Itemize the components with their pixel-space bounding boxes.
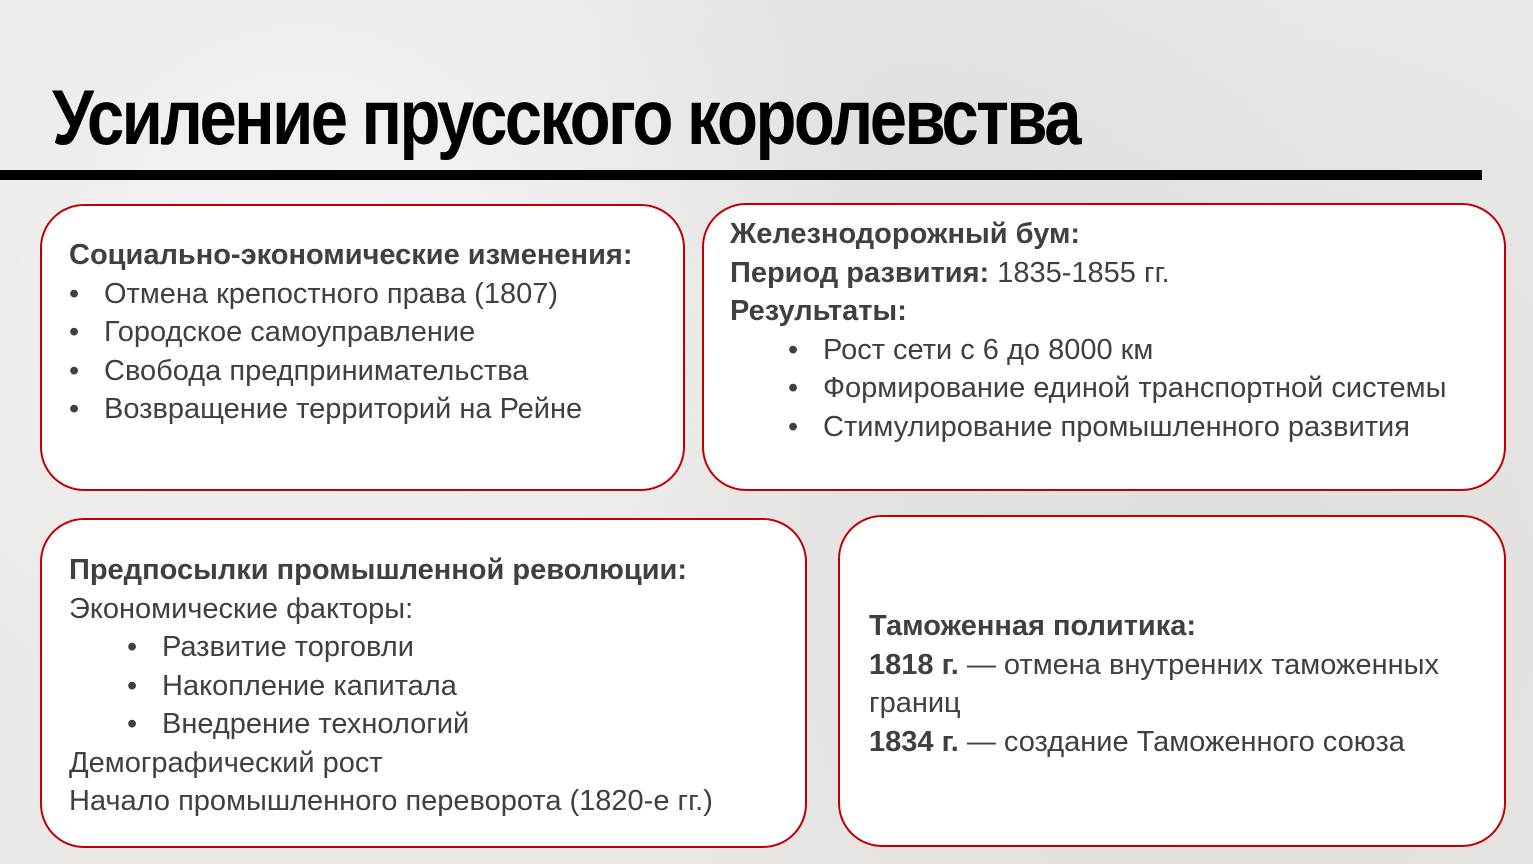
period-line (730, 254, 1500, 293)
list-item: • Возвращение территорий на Рейне (69, 390, 669, 429)
list-item: • Развитие торговли (127, 628, 799, 667)
economic-factors-label: Экономические факторы: (69, 592, 414, 625)
list-item: • Рост сети с 6 до 8000 км (788, 331, 1500, 370)
title-underline (0, 170, 1482, 180)
railway-boom-card (702, 203, 1506, 491)
results-label: Результаты: (730, 295, 907, 327)
bullet-icon: • (69, 316, 80, 348)
year-label: 1818 г. (869, 648, 959, 681)
bullet-icon: • (127, 631, 138, 663)
results-list (788, 331, 1500, 447)
page-title: Усиление прусского королевства (52, 73, 1079, 161)
list-item: • Отмена крепостного права (1807) (69, 275, 669, 314)
factors-list (127, 628, 799, 744)
list-item: • Формирование единой транспортной системы (788, 369, 1500, 408)
card-heading: Социально-экономические изменения: (69, 239, 633, 271)
bullet-icon: • (69, 354, 80, 387)
bullet-icon: • (69, 277, 80, 310)
bullet-icon: • (127, 708, 138, 740)
demographic-line: Демографический рост (69, 746, 383, 779)
list-item: • Свобода предпринимательства (69, 352, 669, 391)
card-heading: Предпосылки промышленной революции: (69, 554, 688, 586)
bullet-icon: • (788, 410, 799, 443)
industrial-revolution-prerequisites-card (40, 518, 807, 848)
bullet-icon: • (127, 669, 138, 702)
list-item: • Стимулирование промышленного развития (788, 408, 1500, 447)
card-heading: Железнодорожный бум: (730, 218, 1081, 250)
customs-1834-line: 1834 г. — создание Таможенного союза (869, 725, 1405, 758)
list-item: • Накопление капитала (127, 667, 799, 706)
year-label: 1834 г. (869, 725, 959, 758)
industrial-start-line: Начало промышленного переворота (1820-е гг.) (69, 785, 713, 817)
customs-policy-card (838, 515, 1506, 847)
bullet-icon: • (788, 333, 799, 366)
list-item: • Городское самоуправление (69, 313, 669, 352)
changes-list (69, 275, 669, 429)
bullet-icon: • (69, 393, 80, 425)
social-economic-changes-card (40, 204, 685, 491)
list-item: • Внедрение технологий (127, 705, 799, 744)
period-label: Период развития: (730, 256, 990, 289)
bullet-icon: • (788, 372, 799, 404)
customs-1818-line: 1818 г. — отмена внутренних таможенных границ (869, 648, 1439, 719)
card-heading: Таможенная политика: (869, 610, 1197, 642)
period-value: 1835-1855 гг. (989, 256, 1170, 289)
